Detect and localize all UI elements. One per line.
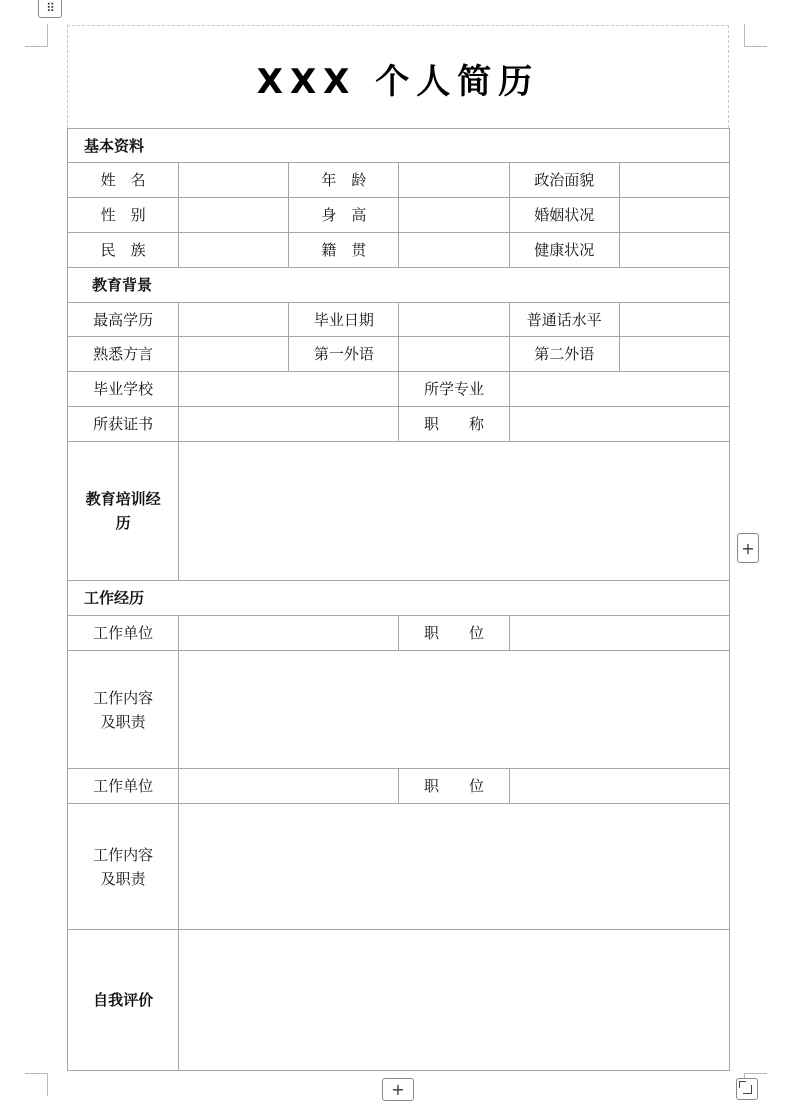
label-major: 所学专业 [399,372,509,407]
label-certificates: 所获证书 [68,407,179,442]
grad-date-field[interactable] [399,303,509,337]
label-health: 健康状况 [509,233,619,268]
table-row [68,372,730,407]
table-resize-handle-icon[interactable] [736,1078,758,1100]
table-row [68,303,730,337]
table-row [68,651,730,769]
resume-table [67,128,730,1071]
label-position: 职 位 [399,769,509,804]
foreign1-field[interactable] [399,337,509,372]
position-field[interactable] [509,769,729,804]
position-field[interactable] [509,616,729,651]
label-marital: 婚姻状况 [509,198,619,233]
label-degree: 最高学历 [68,303,179,337]
crop-mark-top-left [25,24,48,47]
label-age: 年 龄 [289,163,399,198]
section-heading-work: 工作经历 [68,581,730,616]
label-duties: 工作内容 及职责 [68,804,179,930]
age-field[interactable] [399,163,509,198]
label-foreign1: 第一外语 [289,337,399,372]
label-grad-date: 毕业日期 [289,303,399,337]
label-employer: 工作单位 [68,769,179,804]
table-row [68,930,730,1071]
section-heading-education: 教育背景 [68,268,730,303]
page-title: XXX 个人简历 [256,61,540,102]
duties-field[interactable] [179,804,730,930]
title-cell[interactable] [67,25,729,128]
label-dialect: 熟悉方言 [68,337,179,372]
table-row [68,233,730,268]
table-row [68,407,730,442]
crop-mark-bottom-left [25,1073,48,1096]
label-position: 职 位 [399,616,509,651]
label-training: 教育培训经 历 [68,442,179,581]
label-duties: 工作内容 及职责 [68,651,179,769]
mandarin-field[interactable] [619,303,729,337]
label-foreign2: 第二外语 [509,337,619,372]
dialect-field[interactable] [179,337,289,372]
label-name: 姓 名 [68,163,179,198]
section-row-education [68,268,730,303]
table-row [68,804,730,930]
label-gender: 性 别 [68,198,179,233]
label-height: 身 高 [289,198,399,233]
employer-field[interactable] [179,769,399,804]
add-row-button[interactable]: + [382,1078,414,1101]
table-row [68,198,730,233]
native-place-field[interactable] [399,233,509,268]
ethnicity-field[interactable] [179,233,289,268]
label-ethnicity: 民 族 [68,233,179,268]
add-column-button[interactable]: + [737,533,759,563]
employer-field[interactable] [179,616,399,651]
title-field[interactable] [509,407,729,442]
certificates-field[interactable] [179,407,399,442]
self-eval-field[interactable] [179,930,730,1071]
health-field[interactable] [619,233,729,268]
table-row [68,442,730,581]
crop-mark-top-right [744,24,767,47]
label-native-place: 籍 贯 [289,233,399,268]
section-row-work [68,581,730,616]
gender-field[interactable] [179,198,289,233]
label-employer: 工作单位 [68,616,179,651]
school-field[interactable] [179,372,399,407]
label-mandarin: 普通话水平 [509,303,619,337]
degree-field[interactable] [179,303,289,337]
label-school: 毕业学校 [68,372,179,407]
table-row [68,616,730,651]
section-heading-basic: 基本资料 [68,129,730,163]
major-field[interactable] [509,372,729,407]
table-move-handle-icon[interactable]: ⠿ [38,0,62,18]
table-row [68,337,730,372]
label-political: 政治面貌 [509,163,619,198]
label-self-eval: 自我评价 [68,930,179,1071]
label-title: 职 称 [399,407,509,442]
training-field[interactable] [179,442,730,581]
name-field[interactable] [179,163,289,198]
height-field[interactable] [399,198,509,233]
foreign2-field[interactable] [619,337,729,372]
duties-field[interactable] [179,651,730,769]
table-row [68,163,730,198]
political-field[interactable] [619,163,729,198]
section-row-basic [68,129,730,163]
marital-field[interactable] [619,198,729,233]
table-row [68,769,730,804]
